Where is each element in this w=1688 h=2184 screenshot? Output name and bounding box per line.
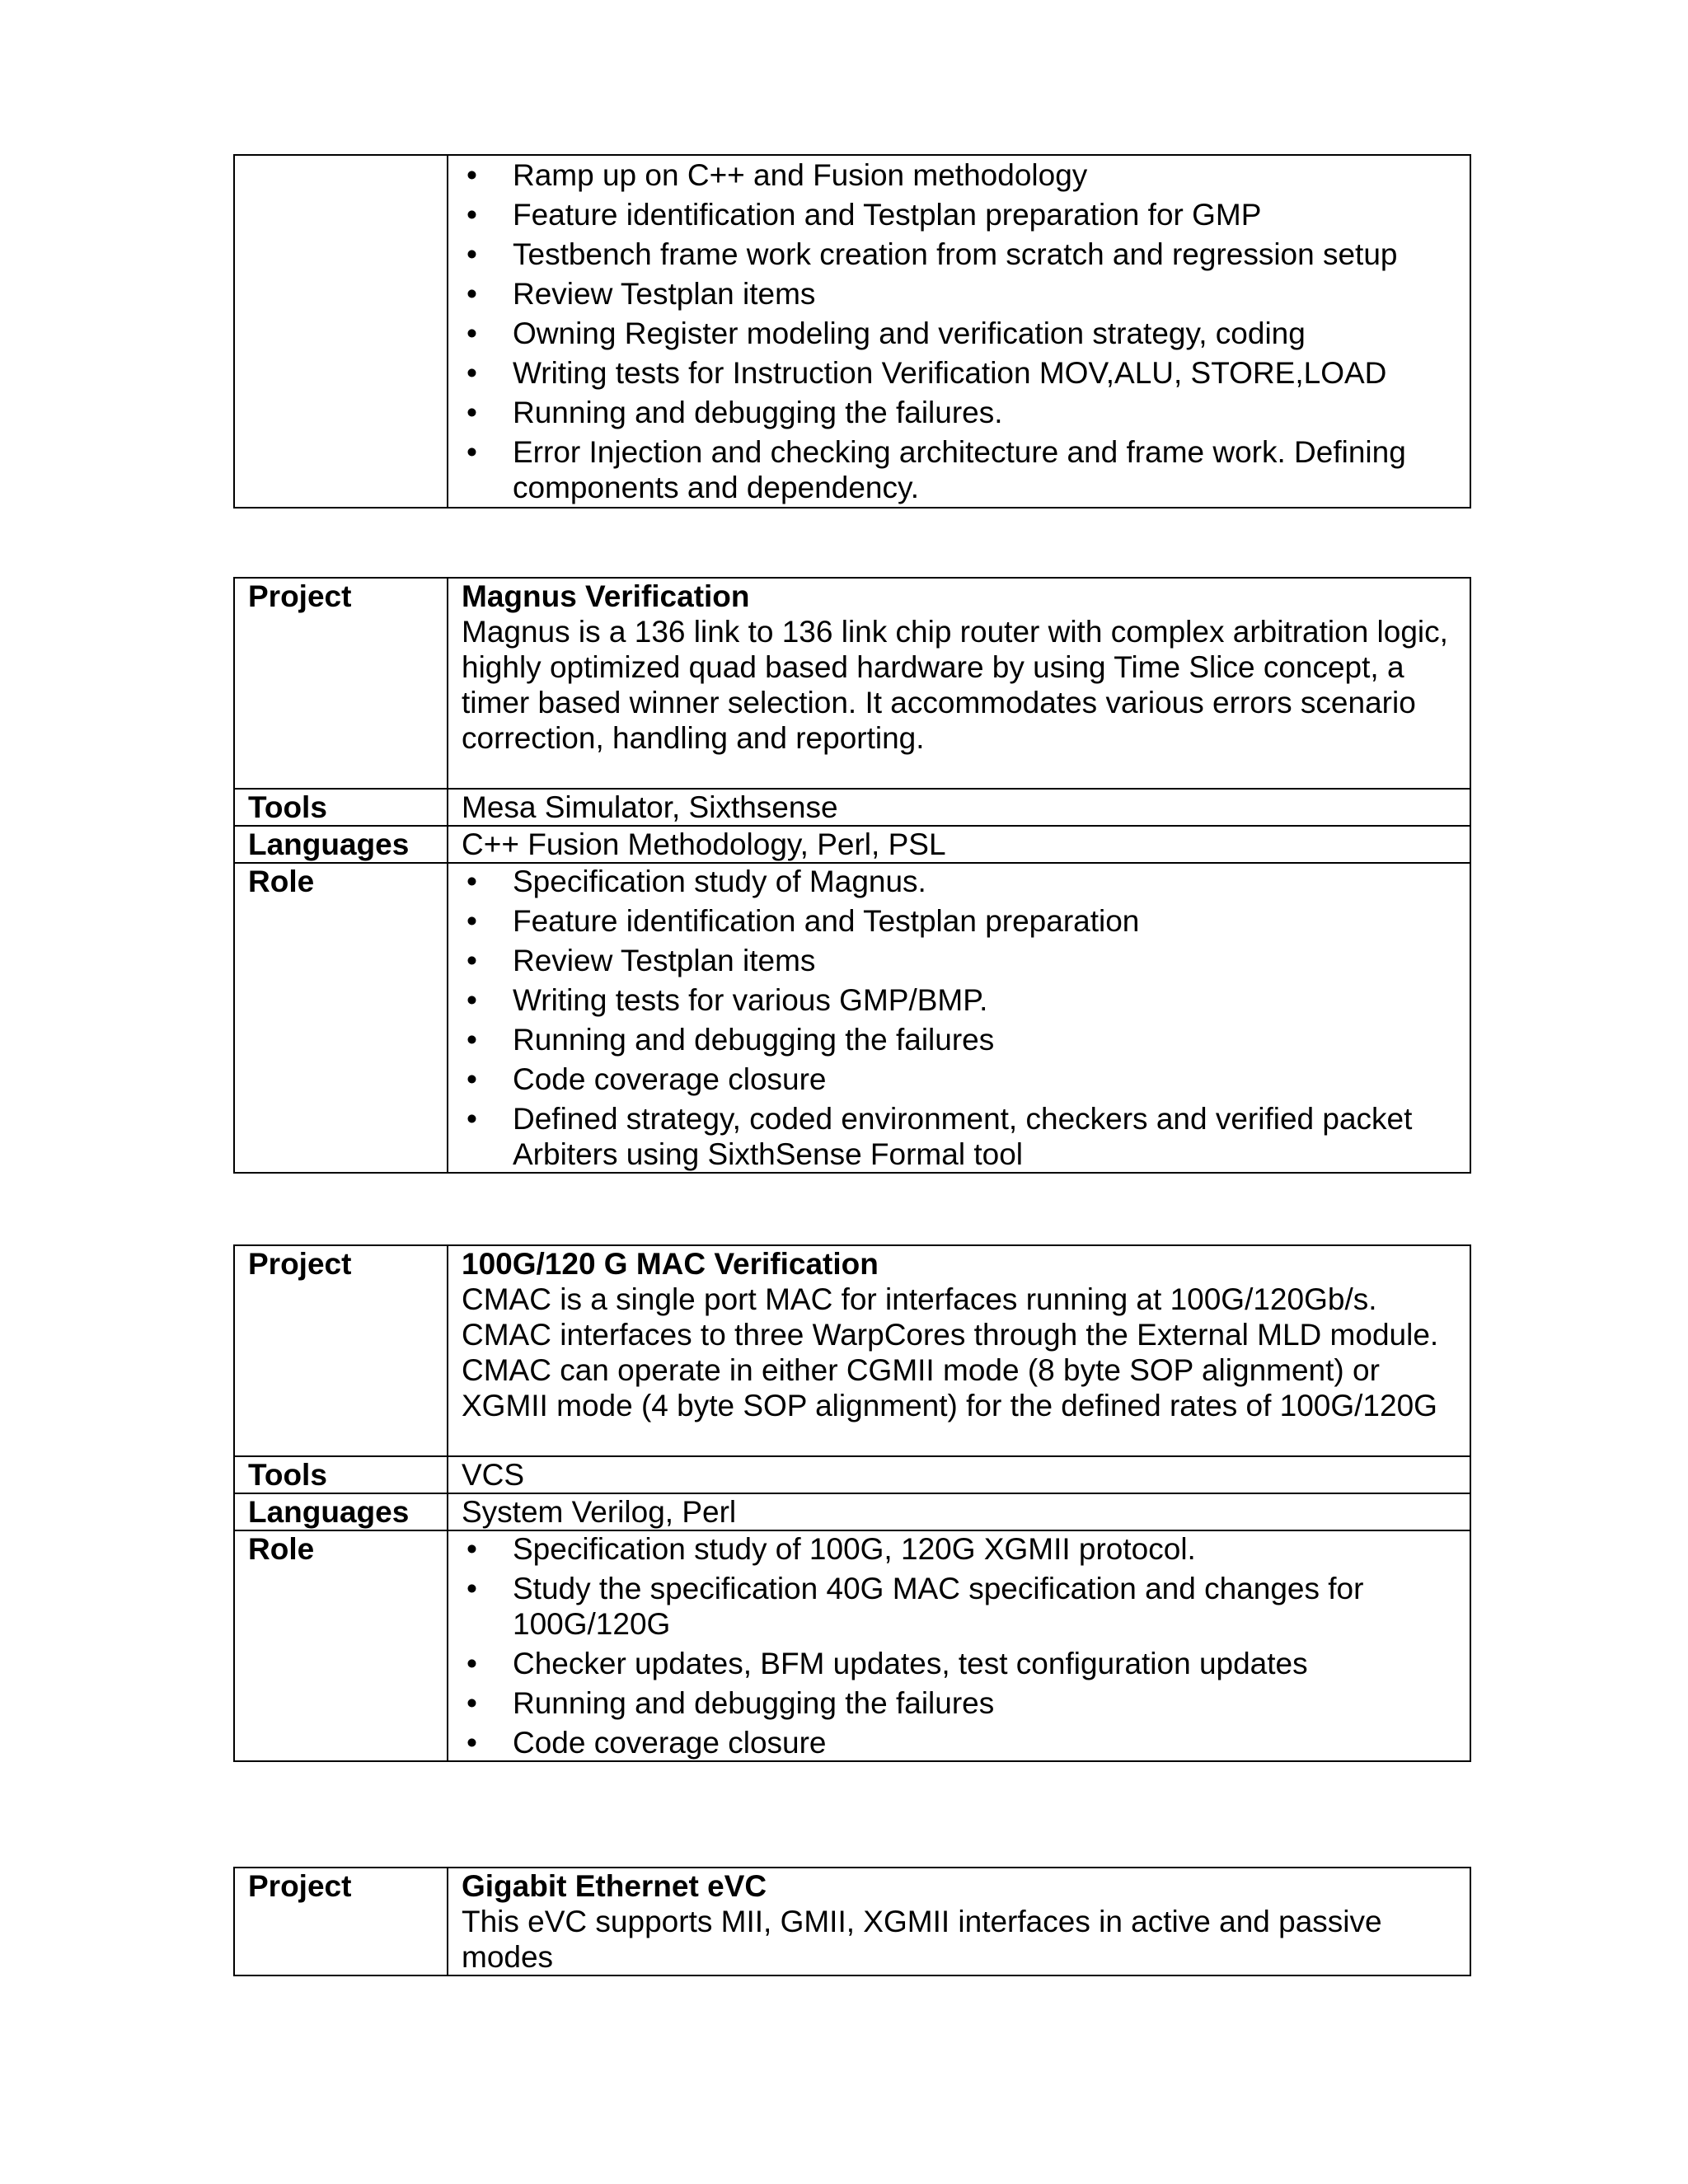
list-item: • Feature identification and Testplan preparation [467,904,1140,938]
list-item: • Error Injection and checking architecture and frame work. Defining components and dependency. [467,435,1406,504]
bullet-icon: • [467,237,477,271]
tools-label: Tools [234,1456,448,1493]
bullet-icon: • [467,158,477,192]
list-item: • Ramp up on C++ and Fusion methodology [467,158,1088,192]
project-label: Project [234,1868,448,1975]
project-label: Project [234,578,448,789]
role-list [462,157,1456,505]
bullet-icon: • [467,396,477,429]
role-label: Role [234,1530,448,1761]
list-item: • Feature identification and Testplan preparation for GMP [467,198,1262,232]
languages-label: Languages [234,826,448,863]
list-item: • Writing tests for Instruction Verification MOV,ALU, STORE,LOAD [467,356,1387,390]
tools-label: Tools [234,789,448,826]
role-list [462,1531,1456,1760]
languages-value: C++ Fusion Methodology, Perl, PSL [448,826,1470,863]
bullet-icon: • [467,1726,477,1760]
project-description: This eVC supports MII, GMII, XGMII interfaces in active and passive modes [462,1905,1382,1974]
project-title: 100G/120 G MAC Verification [462,1247,879,1281]
role-cell [448,155,1470,508]
project-title: Magnus Verification [462,579,750,613]
bullet-icon: • [467,904,477,938]
list-item: • Writing tests for various GMP/BMP. [467,983,988,1017]
tools-value: VCS [448,1456,1470,1493]
project-table-magnus [233,577,1471,1174]
list-item: • Running and debugging the failures [467,1023,995,1057]
project-cell [448,1868,1470,1975]
bullet-icon: • [467,1686,477,1720]
list-item: • Review Testplan items [467,944,816,977]
project-table-cmac [233,1244,1471,1762]
bullet-icon: • [467,198,477,232]
bullet-icon: • [467,1023,477,1057]
bullet-icon: • [467,1532,477,1566]
bullet-icon: • [467,316,477,350]
list-item: • Checker updates, BFM updates, test configuration updates [467,1647,1308,1680]
bullet-icon: • [467,1102,477,1136]
languages-label: Languages [234,1493,448,1530]
bullet-icon: • [467,1062,477,1096]
list-item: • Testbench frame work creation from scratch and regression setup [467,237,1398,271]
role-cell [448,1530,1470,1761]
project-table-continued [233,154,1471,509]
list-item: • Running and debugging the failures. [467,396,1003,429]
project-label: Project [234,1245,448,1456]
project-cell [448,578,1470,789]
bullet-icon: • [467,356,477,390]
bullet-icon: • [467,1572,477,1605]
role-list [462,864,1456,1172]
project-table-gige [233,1867,1471,1976]
list-item: • Code coverage closure [467,1062,827,1096]
bullet-icon: • [467,865,477,898]
bullet-icon: • [467,277,477,311]
list-item: • Specification study of Magnus. [467,865,926,898]
project-description: Magnus is a 136 link to 136 link chip router with complex arbitration logic, highly optimized quad based hardware by using Time Slice concept, a timer based winner selection. It accommodates various errors scenario correction, handling and reporting. [462,615,1448,755]
project-description: CMAC is a single port MAC for interfaces running at 100G/120Gb/s. CMAC interfaces to three WarpCores through the External MLD module. CMAC can operate in either CGMII mode (8 byte SOP alignment) or XGMII mode (4 byte SOP alignment) for the defined rates of 100G/120G [462,1282,1439,1422]
project-cell [448,1245,1470,1456]
bullet-icon: • [467,435,477,469]
list-item: • Defined strategy, coded environment, checkers and verified packet Arbiters using SixthSense Formal tool [467,1102,1413,1171]
role-cell [448,863,1470,1173]
tools-value: Mesa Simulator, Sixthsense [448,789,1470,826]
list-item: • Review Testplan items [467,277,816,311]
bullet-icon: • [467,944,477,977]
bullet-icon: • [467,983,477,1017]
languages-value: System Verilog, Perl [448,1493,1470,1530]
list-item: • Specification study of 100G, 120G XGMII protocol. [467,1532,1196,1566]
project-title: Gigabit Ethernet eVC [462,1869,767,1903]
list-item: • Running and debugging the failures [467,1686,995,1720]
list-item: • Study the specification 40G MAC specification and changes for 100G/120G [467,1572,1364,1641]
empty-label-cell [234,155,448,508]
role-label: Role [234,863,448,1173]
list-item: • Code coverage closure [467,1726,827,1760]
bullet-icon: • [467,1647,477,1680]
list-item: • Owning Register modeling and verification strategy, coding [467,316,1306,350]
